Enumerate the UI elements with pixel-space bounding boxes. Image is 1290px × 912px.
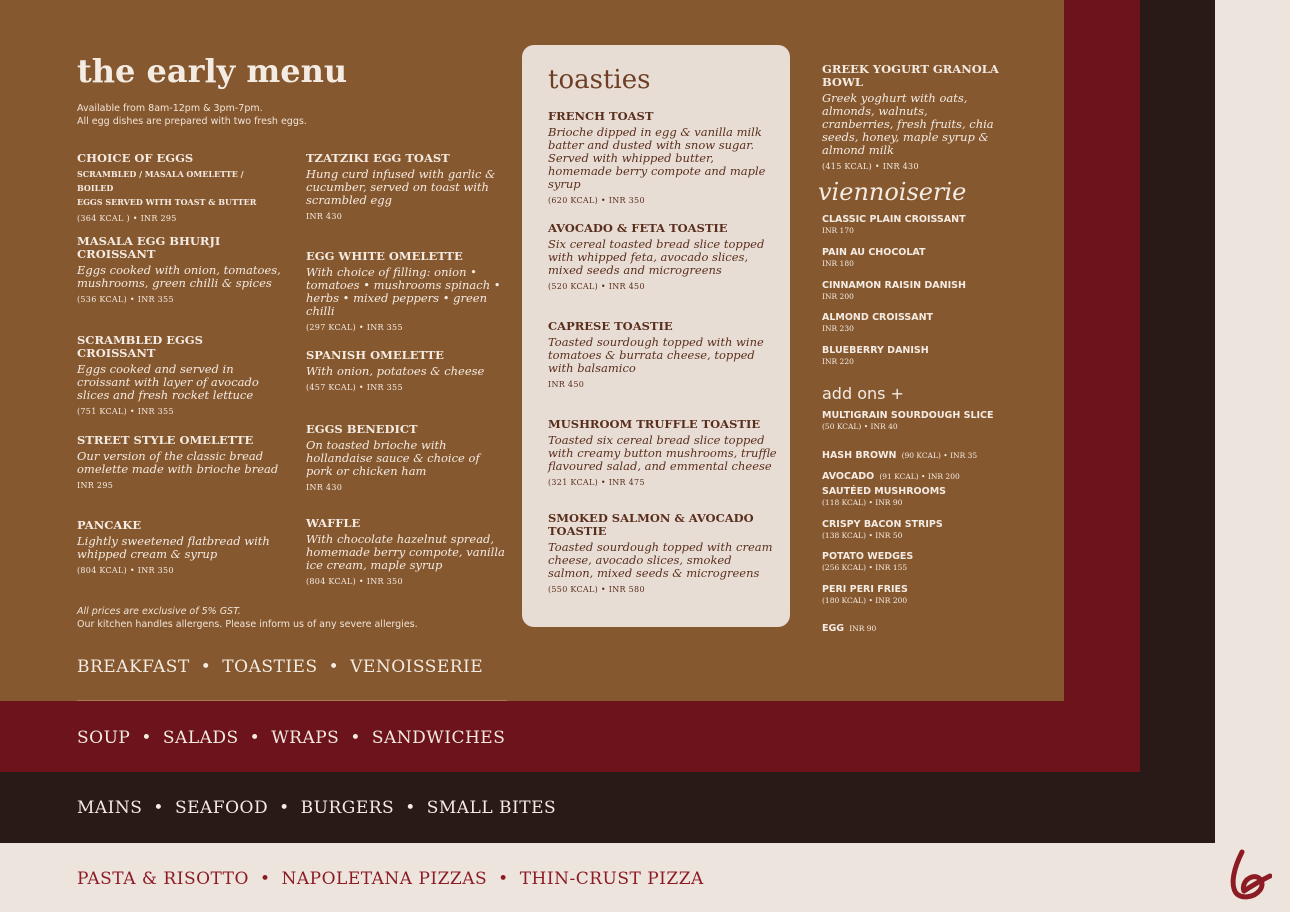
addon-item <box>822 486 946 507</box>
item-meta: (804 KCAL) • INR 350 <box>77 566 174 575</box>
intro-line: Available from 8am-12pm & 3pm-7pm. <box>77 103 263 114</box>
item-name: SAUTÉED MUSHROOMS <box>822 486 946 497</box>
tab-thin-crust-pizza[interactable]: THIN-CRUST PIZZA <box>519 869 704 889</box>
item-desc: Greek yoghurt with oats, almonds, walnuts, cranberries, fresh fruits, chia seeds, honey, maple syrup & almond milk <box>822 91 994 157</box>
item-desc: Toasted six cereal bread slice topped with creamy button mushrooms, truffle flavoured salad, and emmental cheese <box>548 433 777 473</box>
item-price: (91 KCAL) • INR 200 <box>879 472 960 481</box>
intro-text <box>77 102 307 128</box>
item-name: POTATO WEDGES <box>822 551 914 562</box>
addon-item <box>822 464 960 483</box>
viennoiserie-item <box>822 312 933 333</box>
gst-note: All prices are exclusive of 5% GST. <box>77 606 241 617</box>
item-sub: EGGS SERVED WITH TOAST & BUTTER <box>77 197 257 207</box>
tab-sandwiches[interactable]: SANDWICHES <box>371 728 506 748</box>
item-name: AVOCADO <box>822 471 875 482</box>
brand-b-icon <box>1228 846 1272 900</box>
toasties-panel <box>522 45 790 627</box>
item-desc: Eggs cooked with onion, tomatoes, mushrooms, green chilli & spices <box>77 263 281 290</box>
item-desc: With onion, potatoes & cheese <box>306 364 485 378</box>
item-desc: Hung curd infused with garlic & cucumber, served on toast with scrambled egg <box>306 167 496 207</box>
item-desc: Toasted sourdough topped with cream cheese, avocado slices, smoked salmon, mixed seeds & microgreens <box>548 540 773 580</box>
separator-dot: • <box>200 657 212 677</box>
item-name: SCRAMBLED EGGS CROISSANT <box>77 333 203 360</box>
item-name: GREEK YOGURT GRANOLA BOWL <box>822 62 999 89</box>
item-price: INR 180 <box>822 259 854 268</box>
footer-note <box>77 605 418 631</box>
tab-mains-section[interactable] <box>77 798 556 818</box>
menu-item <box>77 152 282 223</box>
menu-item <box>77 235 282 304</box>
viennoiserie-item <box>822 247 926 268</box>
separator-dot: • <box>328 657 340 677</box>
item-name: EGG <box>822 623 845 634</box>
separator-dot: • <box>141 728 152 748</box>
menu-item <box>77 334 282 416</box>
item-name: ALMOND CROISSANT <box>822 312 934 323</box>
item-meta: INR 450 <box>548 380 585 389</box>
item-meta: (457 KCAL) • INR 355 <box>306 383 403 392</box>
viennoiserie-title: viennoiserie <box>818 178 967 206</box>
toasties-title: toasties <box>548 65 651 95</box>
item-price: INR 170 <box>822 226 854 235</box>
tab-mains[interactable]: MAINS <box>77 798 143 818</box>
tab-pasta-section[interactable] <box>77 869 704 889</box>
item-price: (90 KCAL) • INR 35 <box>901 451 978 460</box>
item-price: INR 200 <box>822 292 854 301</box>
menu-item <box>548 418 778 487</box>
item-name: CAPRESE TOASTIE <box>548 319 673 333</box>
item-meta: (550 KCAL) • INR 580 <box>548 585 645 594</box>
item-desc: Eggs cooked and served in croissant with layer of avocado slices and fresh rocket lettuce <box>77 362 259 402</box>
menu-item <box>548 110 778 205</box>
separator-dot: • <box>405 798 416 818</box>
addon-item <box>822 616 876 635</box>
item-meta: (751 KCAL) • INR 355 <box>77 407 174 416</box>
separator-dot: • <box>249 728 261 748</box>
item-name: TZATZIKI EGG TOAST <box>306 151 450 165</box>
item-name: CRISPY BACON STRIPS <box>822 519 943 530</box>
item-name: BLUEBERRY DANISH <box>822 345 929 356</box>
tab-breakfast-section[interactable] <box>77 657 483 677</box>
menu-item <box>77 434 282 490</box>
tab-soup[interactable]: SOUP <box>77 728 131 748</box>
item-name: CLASSIC PLAIN CROISSANT <box>822 214 966 225</box>
item-price: INR 220 <box>822 357 854 366</box>
menu-item <box>548 512 778 594</box>
addon-item <box>822 584 908 605</box>
viennoiserie-item <box>822 214 966 235</box>
separator-dot: • <box>259 869 271 889</box>
separator-dot: • <box>153 798 164 818</box>
item-meta: (321 KCAL) • INR 475 <box>548 478 645 487</box>
item-name: MUSHROOM TRUFFLE TOASTIE <box>548 417 761 431</box>
item-name: FRENCH TOAST <box>548 109 654 123</box>
item-name: SMOKED SALMON & AVOCADO TOASTIE <box>548 511 754 538</box>
item-desc: With choice of filling: onion • tomatoes • mushrooms spinach • herbs • mixed peppers • green chilli <box>306 265 501 318</box>
item-price: INR 90 <box>849 624 877 633</box>
separator-dot: • <box>279 798 290 818</box>
menu-item <box>306 349 506 392</box>
intro-line: All egg dishes are prepared with two fresh eggs. <box>77 116 307 127</box>
item-meta: (804 KCAL) • INR 350 <box>306 577 403 586</box>
tab-toasties[interactable]: TOASTIES <box>222 657 318 677</box>
item-name: SPANISH OMELETTE <box>306 348 444 362</box>
item-name: PANCAKE <box>77 518 142 532</box>
item-name: AVOCADO & FETA TOASTIE <box>548 221 728 235</box>
addons-title: add ons + <box>822 384 904 403</box>
menu-item <box>306 152 506 221</box>
tab-seafood[interactable]: SEAFOOD <box>174 798 269 818</box>
section-divider <box>77 700 507 701</box>
item-price: (118 KCAL) • INR 90 <box>822 498 903 507</box>
item-desc: Lightly sweetened flatbread with whipped cream & syrup <box>77 534 270 561</box>
item-desc: Brioche dipped in egg & vanilla milk batter and dusted with snow sugar. Served with whipped butter, homemade berry compote and maple syrup <box>548 125 766 191</box>
item-meta: (297 KCAL) • INR 355 <box>306 323 403 332</box>
menu-item <box>548 222 778 291</box>
separator-dot: • <box>350 728 361 748</box>
page-title: the early menu <box>77 52 348 90</box>
item-price: (256 KCAL) • INR 155 <box>822 563 908 572</box>
item-name: WAFFLE <box>306 516 361 530</box>
item-desc: Six cereal toasted bread slice topped with whipped feta, avocado slices, mixed seeds and microgreens <box>548 237 765 277</box>
tab-soup-section[interactable] <box>77 728 505 748</box>
item-name: HASH BROWN <box>822 450 897 461</box>
item-desc: Toasted sourdough topped with wine tomatoes & burrata cheese, topped with balsamico <box>548 335 764 375</box>
item-name: EGGS BENEDICT <box>306 422 418 436</box>
item-sub: SCRAMBLED / MASALA OMELETTE / BOILED <box>77 169 244 193</box>
item-name: PERI PERI FRIES <box>822 584 908 595</box>
menu-item <box>306 423 506 492</box>
addon-item <box>822 410 994 431</box>
item-name: MASALA EGG BHURJI CROISSANT <box>77 234 221 261</box>
viennoiserie-item <box>822 280 966 301</box>
tab-small-bites[interactable]: SMALL BITES <box>426 798 557 818</box>
addon-item <box>822 443 977 462</box>
item-meta: (536 KCAL) • INR 355 <box>77 295 174 304</box>
item-name: CHOICE OF EGGS <box>77 151 194 165</box>
menu-item <box>822 63 1002 171</box>
menu-item <box>548 320 778 389</box>
item-meta: (364 KCAL ) • INR 295 <box>77 214 177 223</box>
menu-item <box>77 519 282 575</box>
item-price: (50 KCAL) • INR 40 <box>822 422 898 431</box>
item-meta: (415 KCAL) • INR 430 <box>822 162 919 171</box>
tab-venoisserie[interactable]: VENOISSERIE <box>350 657 484 677</box>
tab-salads[interactable]: SALADS <box>162 728 239 748</box>
item-desc: On toasted brioche with hollandaise sauce & choice of pork or chicken ham <box>306 438 480 478</box>
item-price: (138 KCAL) • INR 50 <box>822 531 903 540</box>
allergen-note: Our kitchen handles allergens. Please inform us of any severe allergies. <box>77 619 418 630</box>
tab-wraps[interactable]: WRAPS <box>271 728 340 748</box>
tab-breakfast[interactable]: BREAKFAST <box>77 657 190 677</box>
viennoiserie-item <box>822 345 929 366</box>
item-price: (180 KCAL) • INR 200 <box>822 596 908 605</box>
item-name: CINNAMON RAISIN DANISH <box>822 280 966 291</box>
addon-item <box>822 519 943 540</box>
item-meta: INR 430 <box>306 212 343 221</box>
tab-pasta-risotto[interactable]: PASTA & RISOTTO <box>77 869 249 889</box>
item-desc: With chocolate hazelnut spread, homemade berry compote, vanilla ice cream, maple syrup <box>306 532 505 572</box>
item-meta: INR 430 <box>306 483 343 492</box>
item-name: MULTIGRAIN SOURDOUGH SLICE <box>822 410 994 421</box>
item-name: PAIN AU CHOCOLAT <box>822 247 926 258</box>
separator-dot: • <box>498 869 509 889</box>
item-name: STREET STYLE OMELETTE <box>77 433 254 447</box>
item-desc: Our version of the classic bread omelette made with brioche bread <box>77 449 279 476</box>
item-price: INR 230 <box>822 324 854 333</box>
menu-item <box>306 517 506 586</box>
addon-item <box>822 551 913 572</box>
menu-item <box>306 250 506 332</box>
item-meta: (520 KCAL) • INR 450 <box>548 282 645 291</box>
item-meta: INR 295 <box>77 481 114 490</box>
tab-napoletana-pizzas[interactable]: NAPOLETANA PIZZAS <box>281 869 488 889</box>
item-meta: (620 KCAL) • INR 350 <box>548 196 645 205</box>
item-name: EGG WHITE OMELETTE <box>306 249 463 263</box>
tab-burgers[interactable]: BURGERS <box>300 798 395 818</box>
